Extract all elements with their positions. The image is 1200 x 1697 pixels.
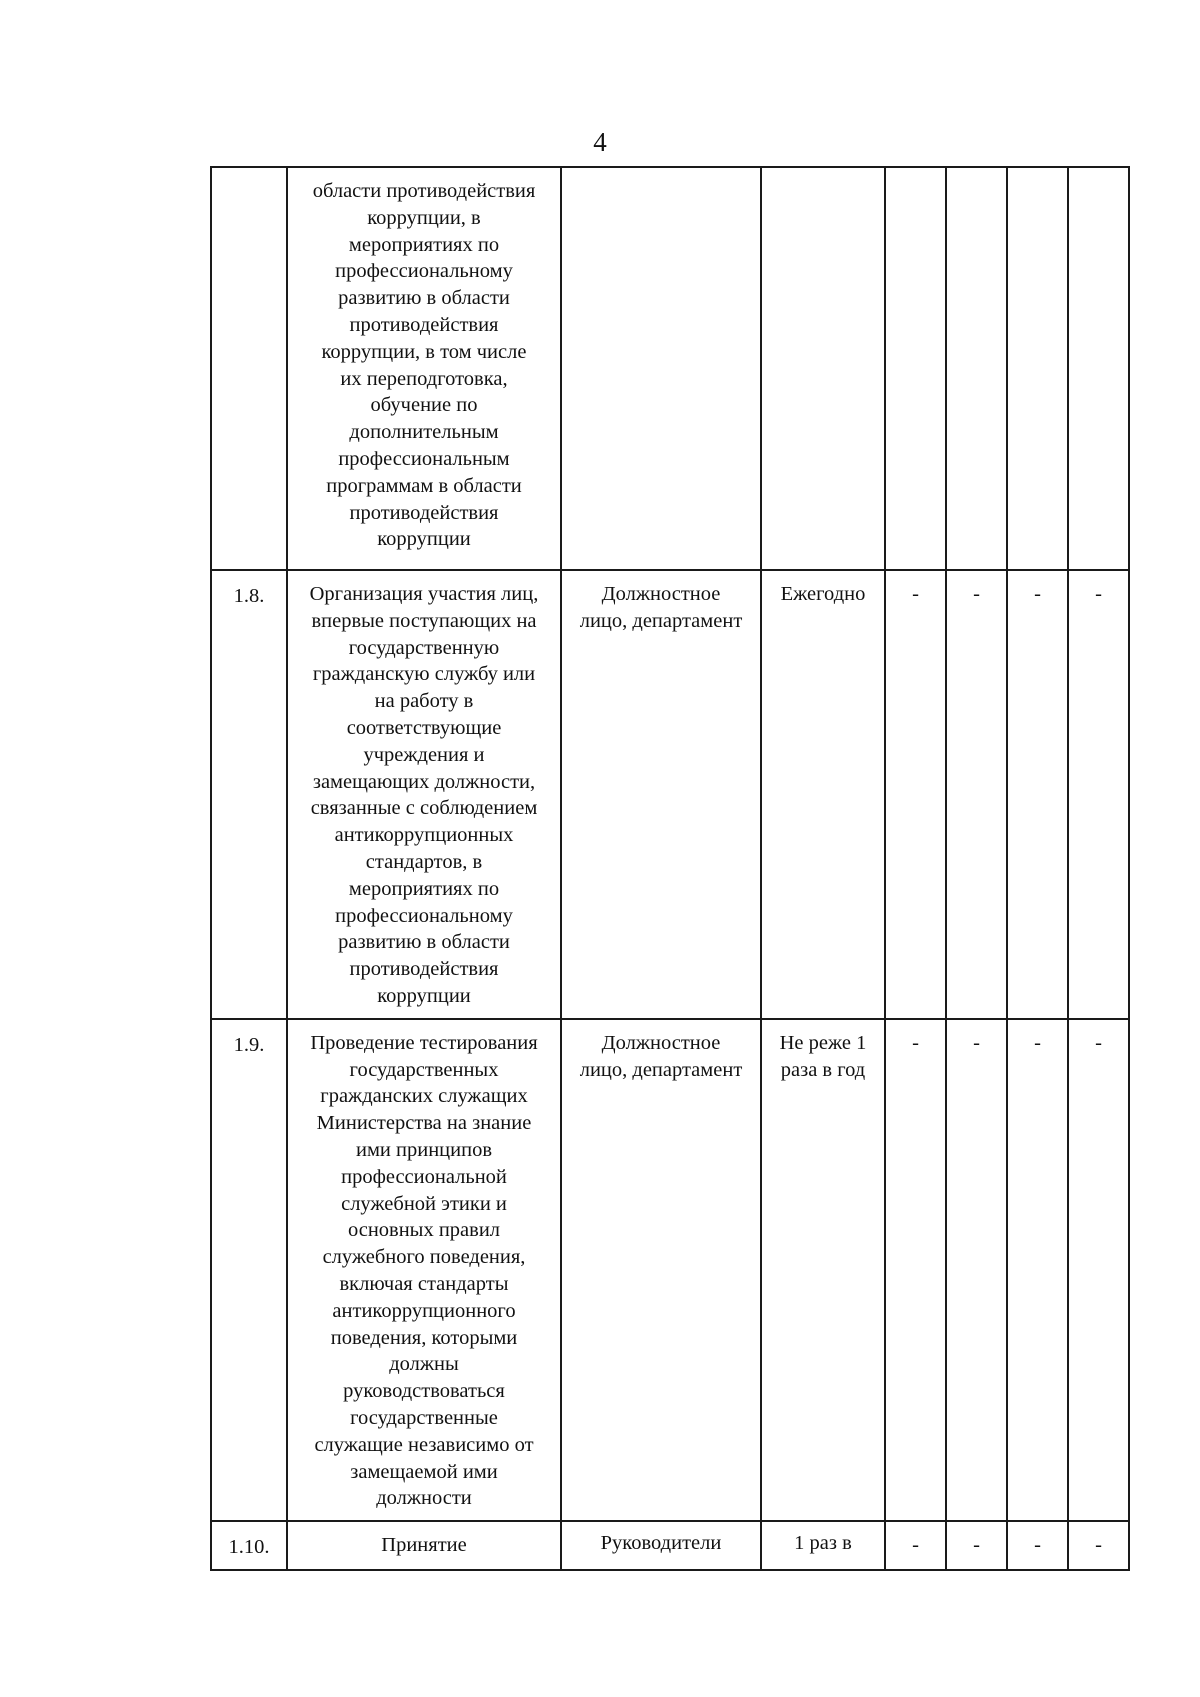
table-row xyxy=(211,570,1129,1019)
item-term: Не реже 1 раза в год xyxy=(761,1019,885,1521)
measures-table xyxy=(210,166,1130,1571)
table-row xyxy=(211,167,1129,570)
table-row xyxy=(211,1019,1129,1521)
item-description: Проведение тестирования государственных гражданских служащих Министерства на знание ими принципов профессиональной служебной этики и основных правил служебного поведения, включая стандарты антикоррупционного поведения, которыми должны руководствоваться государственные служащие независимо от замещаемой ими должности xyxy=(287,1019,561,1521)
item-col-4: - xyxy=(1068,570,1129,1019)
item-description: Организация участия лиц, впервые поступающих на государственную гражданскую службу или на работу в соответствующие учреждения и замещающих должности, связанные с соблюдением антикоррупционных стандартов, в мероприятиях по профессиональному развитию в области противодействия коррупции xyxy=(287,570,561,1019)
item-number: 1.10. xyxy=(211,1521,287,1570)
item-col-4: - xyxy=(1068,1521,1129,1570)
item-col-1: - xyxy=(885,1019,946,1521)
item-col-3: - xyxy=(1007,570,1068,1019)
item-number xyxy=(211,167,287,570)
item-col-2: - xyxy=(946,1019,1007,1521)
item-col-1 xyxy=(885,167,946,570)
item-col-3: - xyxy=(1007,1019,1068,1521)
item-col-4 xyxy=(1068,167,1129,570)
item-col-2: - xyxy=(946,1521,1007,1570)
item-col-3: - xyxy=(1007,1521,1068,1570)
item-description: Принятие xyxy=(287,1521,561,1570)
item-number: 1.9. xyxy=(211,1019,287,1521)
item-col-4: - xyxy=(1068,1019,1129,1521)
item-col-2 xyxy=(946,167,1007,570)
item-term xyxy=(761,167,885,570)
item-term: 1 раз в xyxy=(761,1521,885,1570)
item-responsible: Должностное лицо, департамент xyxy=(561,1019,761,1521)
page-number: 4 xyxy=(593,127,607,157)
item-responsible xyxy=(561,167,761,570)
item-col-3 xyxy=(1007,167,1068,570)
item-col-1: - xyxy=(885,1521,946,1570)
item-responsible: Должностное лицо, департамент xyxy=(561,570,761,1019)
table-row xyxy=(211,1521,1129,1570)
item-col-1: - xyxy=(885,570,946,1019)
item-responsible: Руководители xyxy=(561,1521,761,1570)
item-description: области противодействия коррупции, в мероприятиях по профессиональному развитию в области противодействия коррупции, в том числе их переподготовка, обучение по дополнительным профессиональным программам в области противодействия коррупции xyxy=(287,167,561,570)
item-col-2: - xyxy=(946,570,1007,1019)
item-number: 1.8. xyxy=(211,570,287,1019)
item-term: Ежегодно xyxy=(761,570,885,1019)
